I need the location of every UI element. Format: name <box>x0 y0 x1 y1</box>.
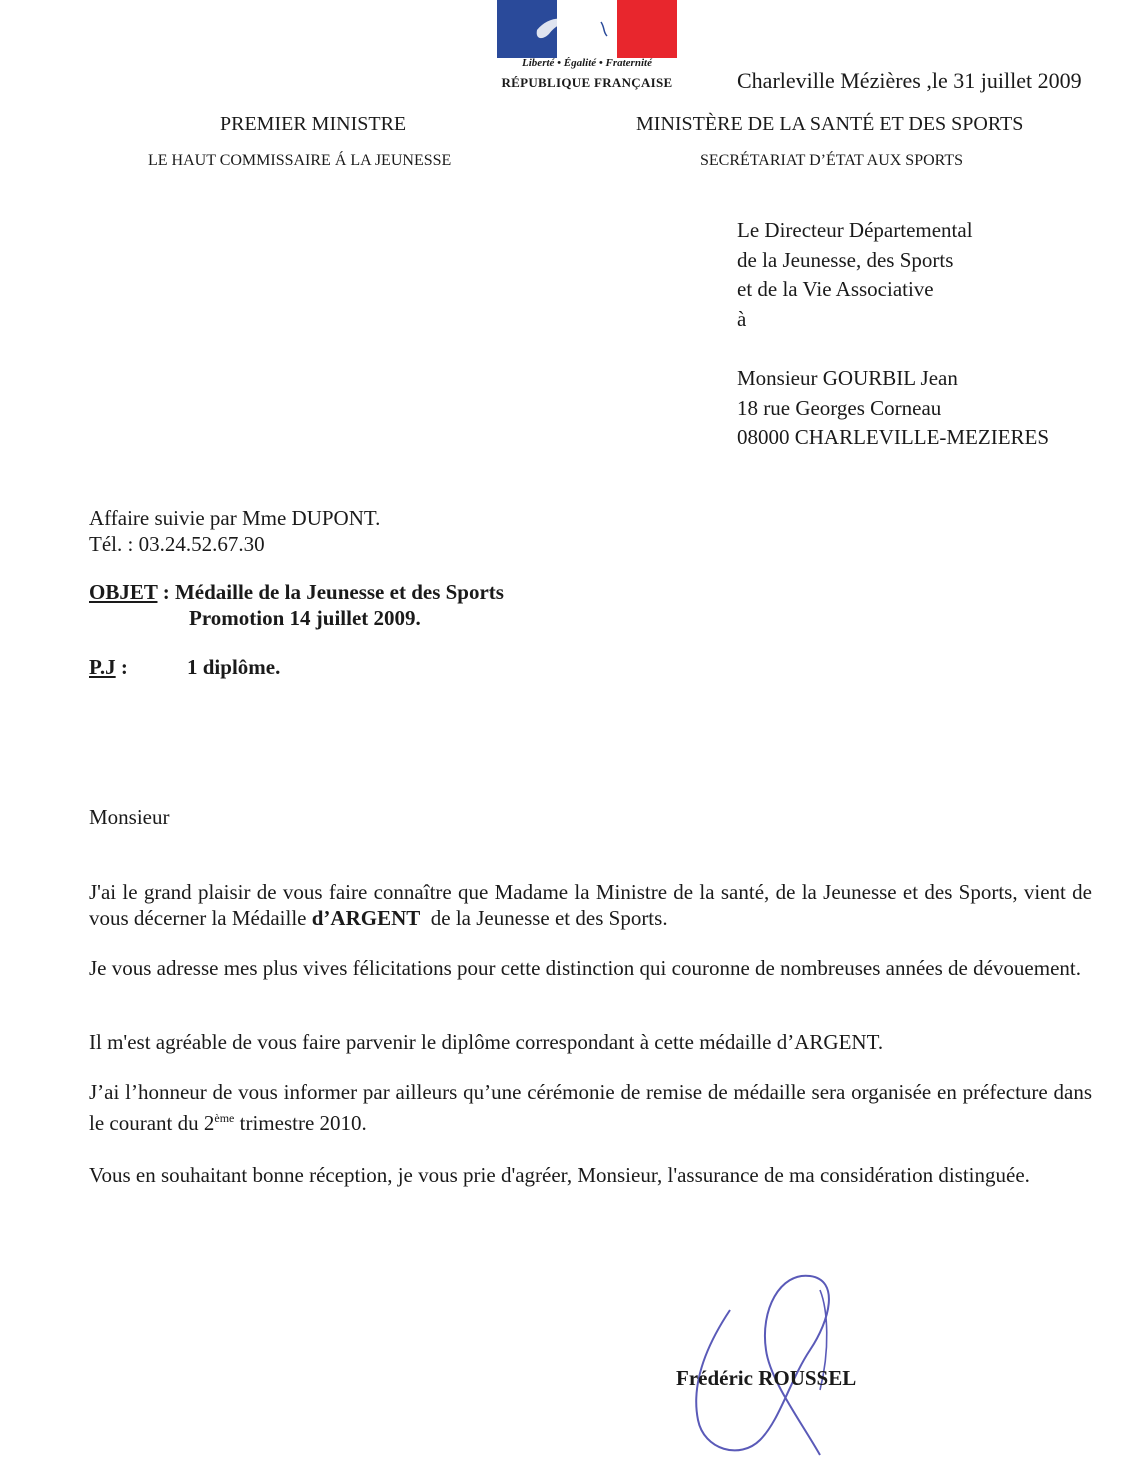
body-paragraph-4 <box>89 1079 1092 1136</box>
logo-republique-francaise: RÉPUBLIQUE FRANÇAISE <box>501 75 673 90</box>
salutation: Monsieur <box>89 805 170 829</box>
republique-francaise-logo <box>497 0 677 96</box>
objet-line1: Médaille de la Jeunesse et des Sports <box>174 580 504 604</box>
objet-block <box>89 579 504 631</box>
date-line: Charleville Mézières ,le 31 juillet 2009 <box>737 68 1082 93</box>
pj-separator: : <box>115 655 128 679</box>
p1-bold: d’ARGENT <box>311 906 421 930</box>
pj-block <box>89 655 280 680</box>
sender-block <box>737 216 973 334</box>
p1-before: J'ai le grand plaisir de vous faire connaître que Madame la Ministre de la santé, de la Jeunesse et des Sports, vient de vous décerner la Médaille <box>89 880 1092 930</box>
objet-line2: Promotion 14 juillet 2009. <box>189 606 421 630</box>
sender-line: et de la Vie Associative <box>737 277 934 301</box>
followed-by: Affaire suivie par Mme DUPONT. <box>89 506 381 530</box>
signature-name: Frédéric ROUSSEL <box>676 1366 857 1390</box>
sender-line: de la Jeunesse, des Sports <box>737 247 954 272</box>
flag-red-band <box>617 0 677 58</box>
pj-value: 1 diplôme. <box>187 655 281 679</box>
body-paragraph-2: Je vous adresse mes plus vives félicitations pour cette distinction qui couronne de nombreuses années de dévouement. <box>89 956 1081 980</box>
header-right-subtitle: SECRÉTARIAT D’ÉTAT AUX SPORTS <box>700 152 964 169</box>
recipient-block <box>737 364 1049 453</box>
p4-sup: ème <box>214 1111 235 1125</box>
sender-line: à <box>737 306 747 331</box>
objet-separator: : <box>157 580 175 604</box>
telephone: Tél. : 03.24.52.67.30 <box>89 532 265 556</box>
pj-label: P.J <box>89 655 116 679</box>
body-paragraph-3: Il m'est agréable de vous faire parvenir le diplôme correspondant à cette médaille d’ARGENT. <box>89 1030 884 1054</box>
header-left-subtitle: LE HAUT COMMISSAIRE Á LA JEUNESSE <box>148 152 452 169</box>
header-left-title: PREMIER MINISTRE <box>220 113 407 135</box>
recipient-line: Monsieur GOURBIL Jean <box>737 366 958 390</box>
reference-block <box>89 505 380 557</box>
recipient-line: 18 rue Georges Corneau <box>737 395 942 420</box>
logo-motto: Liberté • Égalité • Fraternité <box>522 57 652 69</box>
body-paragraph-1 <box>89 879 1092 931</box>
body-paragraph-5: Vous en souhaitant bonne réception, je vous prie d'agréer, Monsieur, l'assurance de ma considération distinguée. <box>89 1163 1030 1187</box>
p4-after: trimestre 2010. <box>234 1111 367 1135</box>
p4-before: J’ai l’honneur de vous informer par ailleurs qu’une cérémonie de remise de médaille sera organisée en préfecture dans le courant du 2 <box>89 1080 1092 1135</box>
signature-scribble-icon <box>670 1270 860 1459</box>
marianne-flag-icon <box>497 0 677 58</box>
sender-line: Le Directeur Départemental <box>737 218 973 242</box>
p1-after: de la Jeunesse et des Sports. <box>420 906 668 930</box>
recipient-line: 08000 CHARLEVILLE-MEZIERES <box>737 425 1050 449</box>
header-right-title: MINISTÈRE DE LA SANTÉ ET DES SPORTS <box>636 113 1024 135</box>
objet-label: OBJET <box>89 580 158 604</box>
